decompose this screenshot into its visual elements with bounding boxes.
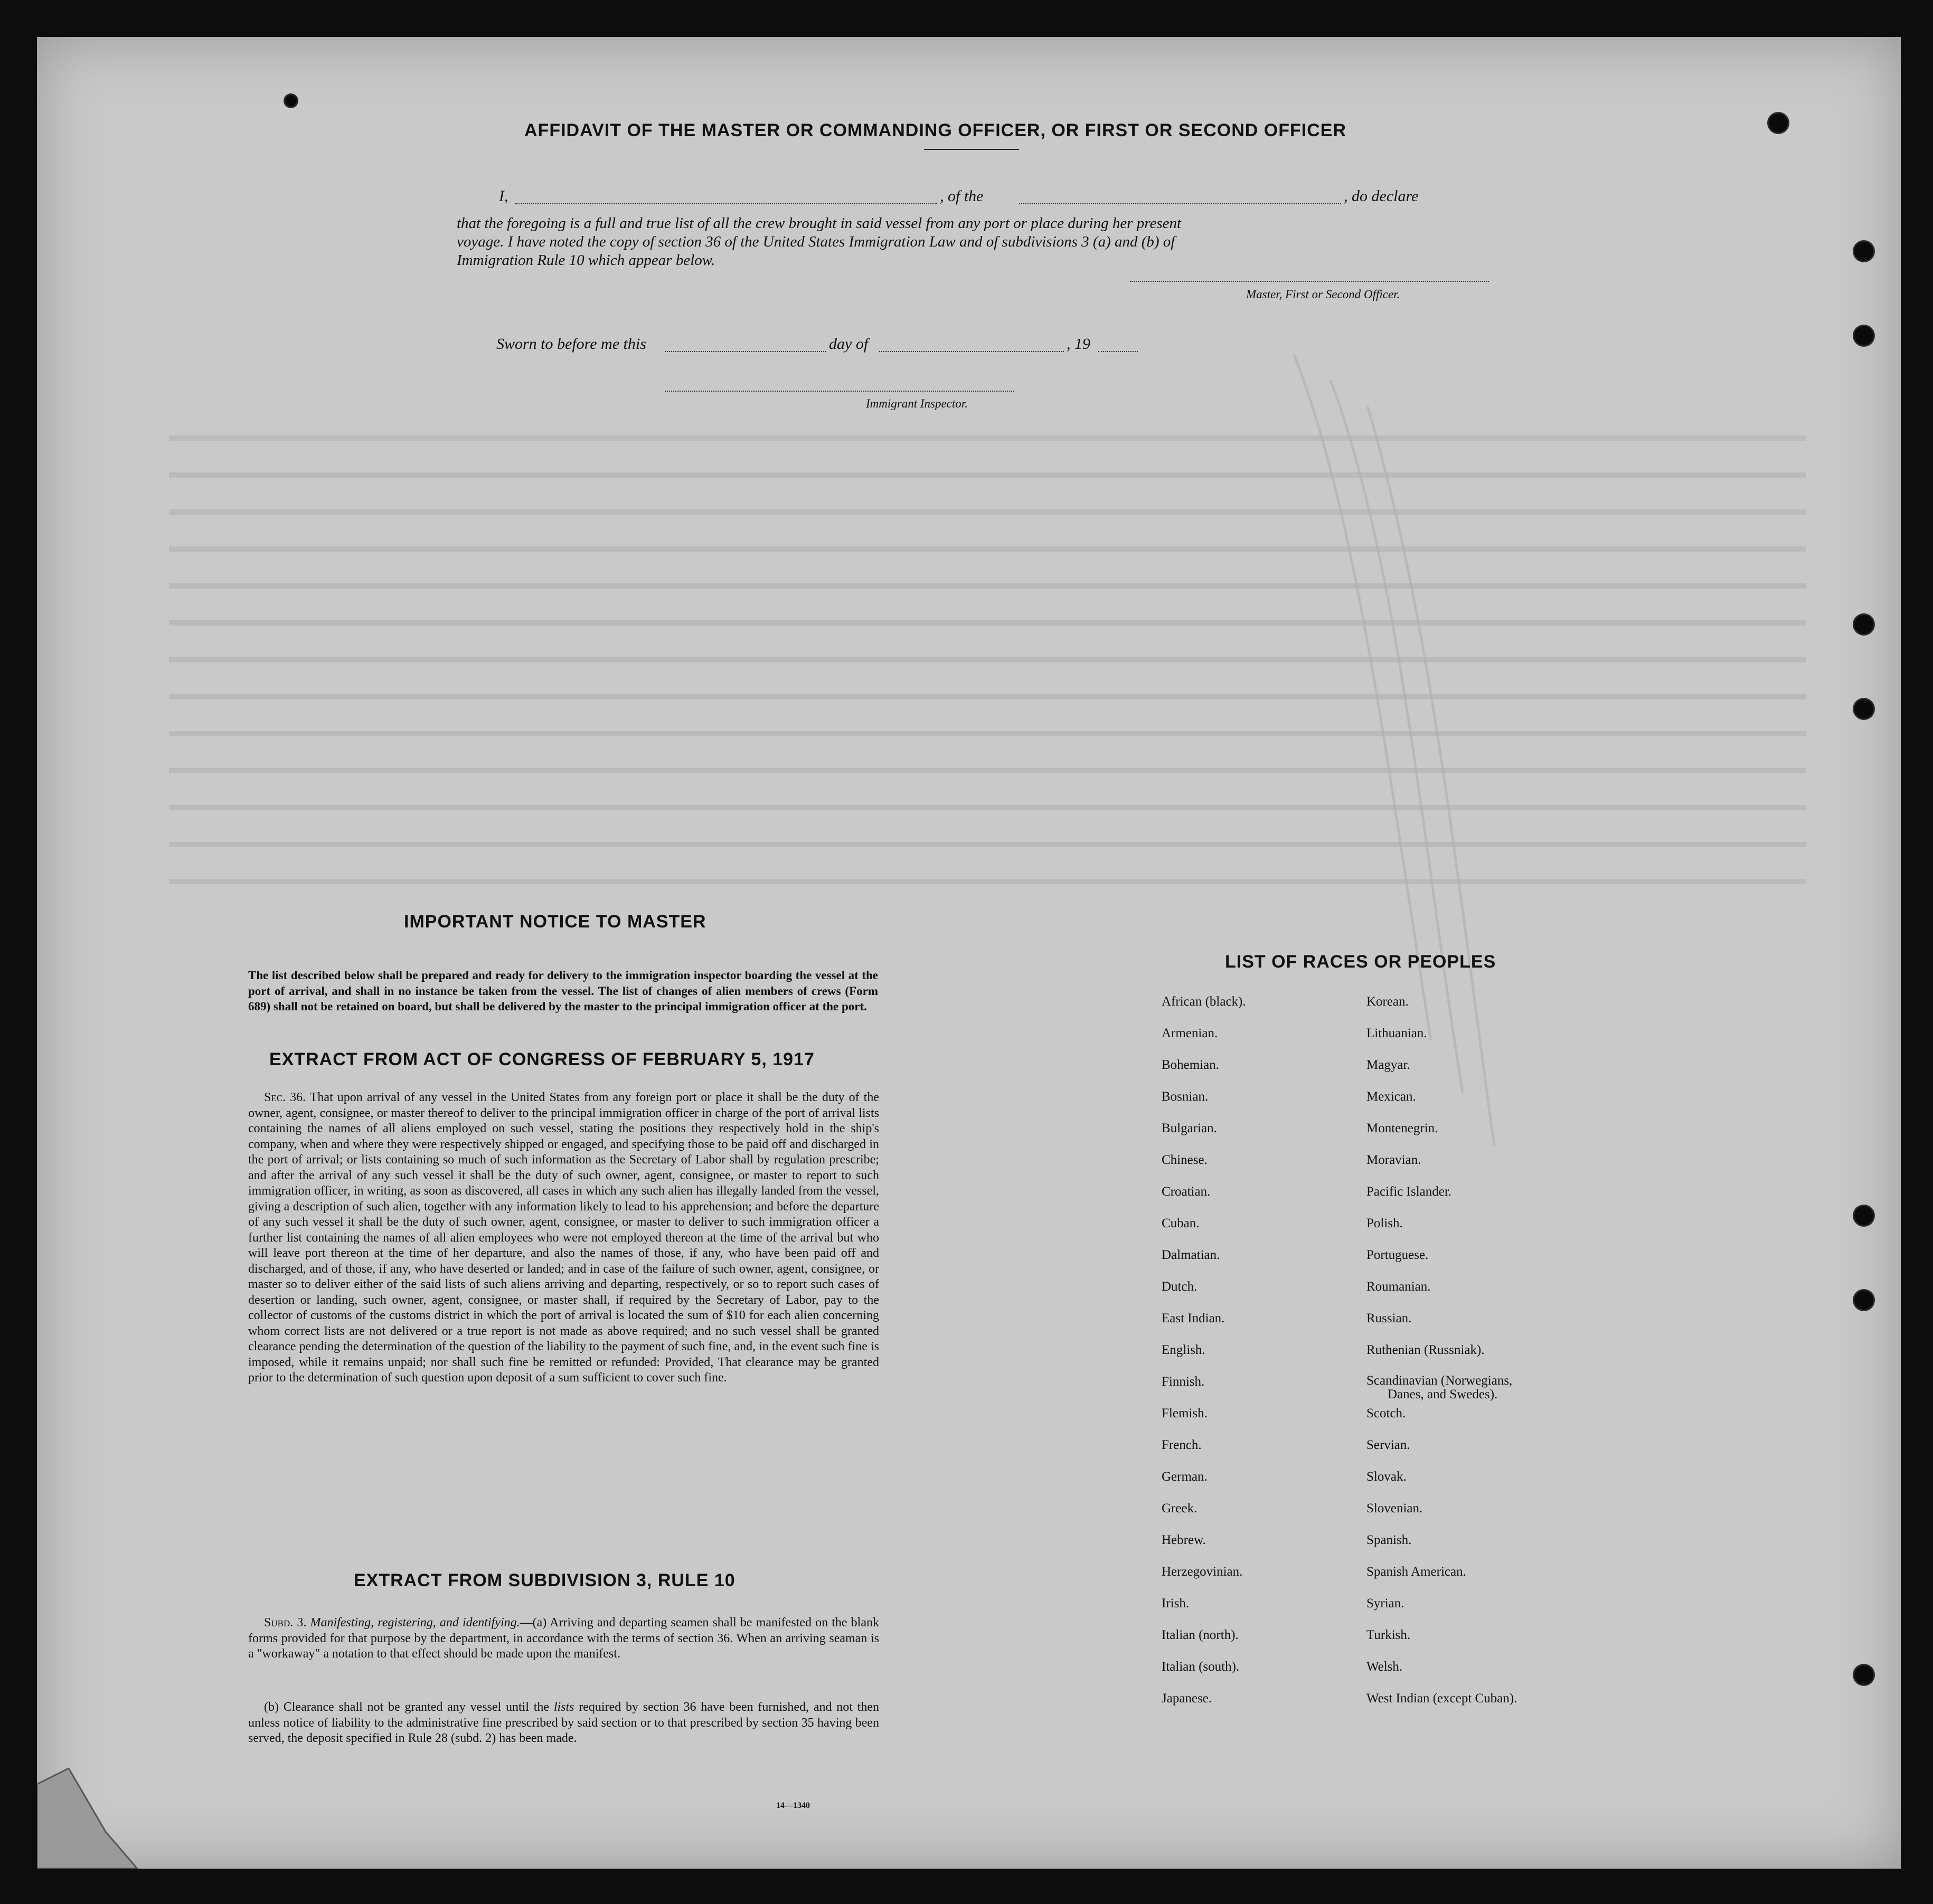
- punch-hole: [1854, 326, 1873, 345]
- subdivision-lead: Subd. 3.: [264, 1616, 307, 1630]
- rule-extract-body-b: [248, 1700, 879, 1747]
- affidavit-line-4: Immigration Rule 10 which appear below.: [457, 252, 715, 269]
- race-item: German.: [1162, 1470, 1208, 1484]
- punch-hole: [1854, 1206, 1873, 1225]
- race-item: Bohemian.: [1162, 1058, 1220, 1072]
- affidavit-declare: , do declare: [1344, 187, 1419, 205]
- race-item: Portuguese.: [1366, 1248, 1429, 1262]
- sworn-prefix: Sworn to before me this: [496, 335, 646, 353]
- sworn-day-of: day of: [829, 335, 869, 353]
- race-item: French.: [1162, 1438, 1202, 1452]
- race-item: Dalmatian.: [1162, 1248, 1220, 1262]
- punch-hole: [1769, 113, 1788, 132]
- sworn-year-blank[interactable]: [1098, 351, 1138, 352]
- race-item: Hebrew.: [1162, 1533, 1206, 1547]
- section-lead: Sec. 36.: [264, 1091, 306, 1104]
- act-extract-body: [248, 1090, 879, 1386]
- race-item: Pacific Islander.: [1366, 1185, 1452, 1199]
- races-list-right: [1366, 994, 1517, 1722]
- race-item: Finnish.: [1162, 1375, 1205, 1389]
- affidavit-line-2: that the foregoing is a full and true list of all the crew brought in said vessel from any port or place during her present: [457, 215, 1182, 232]
- race-item: Scotch.: [1366, 1406, 1406, 1420]
- sworn-line: [496, 335, 1236, 356]
- rule-extract-body-a: [248, 1615, 879, 1662]
- races-list-left: [1162, 994, 1246, 1722]
- race-item: Irish.: [1162, 1596, 1190, 1611]
- sworn-month-blank[interactable]: [879, 351, 1064, 352]
- punch-hole: [1854, 615, 1873, 634]
- subdivision-b-text: required by section 36 have been furnished, and not then unless notice of liability to the administrative fine prescribed by said section or to that prescribed by section 35 having been served, the deposit specified in Rule 28 (subd. 2) has been made.: [248, 1700, 879, 1745]
- punch-hole: [1854, 242, 1873, 261]
- race-item: Italian (south).: [1162, 1660, 1240, 1674]
- race-item: Armenian.: [1162, 1026, 1218, 1040]
- title-underline: [924, 149, 1019, 150]
- race-item: Welsh.: [1366, 1660, 1403, 1674]
- race-item: Flemish.: [1162, 1406, 1208, 1420]
- race-item: Turkish.: [1366, 1628, 1411, 1642]
- act-extract-title: EXTRACT FROM ACT OF CONGRESS OF FEBRUARY 5, 1917: [269, 1049, 815, 1069]
- race-item: Polish.: [1366, 1216, 1403, 1230]
- bleed-through-texture: [37, 37, 1901, 1869]
- race-item: Bosnian.: [1162, 1090, 1209, 1104]
- signature-blank[interactable]: [1130, 281, 1489, 282]
- race-item: Spanish American.: [1366, 1565, 1466, 1579]
- race-item: Moravian.: [1366, 1153, 1421, 1167]
- race-item: Mexican.: [1366, 1090, 1416, 1104]
- race-item: East Indian.: [1162, 1311, 1225, 1325]
- race-item: Danes, and Swedes).: [1388, 1387, 1498, 1401]
- folded-corner: [37, 1768, 143, 1869]
- race-item: Scandinavian (Norwegians,: [1366, 1373, 1513, 1388]
- race-item: Magyar.: [1366, 1058, 1410, 1072]
- race-item: Syrian.: [1366, 1596, 1404, 1611]
- vessel-blank[interactable]: [1019, 203, 1341, 204]
- race-item: Greek.: [1162, 1501, 1197, 1515]
- race-item: Korean.: [1366, 994, 1409, 1009]
- affidavit-line-1: [499, 187, 1555, 209]
- sworn-day-blank[interactable]: [665, 351, 826, 352]
- affidavit-line-3: voyage. I have noted the copy of section 36 of the United States Immigration Law and of subdivisions 3 (a) and (b) of: [457, 233, 1175, 250]
- race-item: English.: [1162, 1343, 1205, 1357]
- inspector-label: Immigrant Inspector.: [866, 397, 968, 410]
- subdivision-b-prefix: (b) Clearance shall not be granted any vessel until the: [264, 1700, 550, 1714]
- signature-label: Master, First or Second Officer.: [1246, 288, 1400, 301]
- race-item: Chinese.: [1162, 1153, 1208, 1167]
- document-page: [37, 37, 1901, 1869]
- race-item: Italian (north).: [1162, 1628, 1239, 1642]
- race-item: Ruthenian (Russniak).: [1366, 1343, 1485, 1357]
- race-item: Dutch.: [1162, 1280, 1197, 1294]
- punch-hole: [285, 95, 297, 107]
- race-item: Montenegrin.: [1366, 1121, 1438, 1135]
- notice-title: IMPORTANT NOTICE TO MASTER: [404, 912, 706, 932]
- inspector-signature-blank[interactable]: [665, 391, 1014, 392]
- race-item: Slovak.: [1366, 1470, 1407, 1484]
- affidavit-title: AFFIDAVIT OF THE MASTER OR COMMANDING OFFICER, OR FIRST OR SECOND OFFICER: [524, 120, 1346, 140]
- races-title: LIST OF RACES OR PEOPLES: [1225, 952, 1496, 972]
- affidavit-of-the: , of the: [940, 187, 984, 205]
- notice-text: The list described below shall be prepared and ready for delivery to the immigration inspector boarding the vessel at the port of arrival, and shall in no instance be taken from the vessel. The list of changes of alien members of crews (Form 689) shall not be retained on board, but shall be delivered by the master to the principal immigration officer at the port.: [248, 969, 878, 1013]
- rule-extract-title: EXTRACT FROM SUBDIVISION 3, RULE 10: [354, 1570, 736, 1590]
- sworn-year: , 19: [1067, 335, 1090, 353]
- race-item: Japanese.: [1162, 1691, 1212, 1706]
- punch-hole: [1854, 1665, 1873, 1684]
- name-blank[interactable]: [515, 203, 937, 204]
- race-item: Servian.: [1366, 1438, 1410, 1452]
- race-item: Croatian.: [1162, 1185, 1211, 1199]
- subdivision-b-lists: lists: [553, 1700, 574, 1714]
- race-item: Cuban.: [1162, 1216, 1200, 1230]
- race-item: Roumanian.: [1366, 1280, 1431, 1294]
- race-item: Slovenian.: [1366, 1501, 1423, 1515]
- race-item: African (black).: [1162, 994, 1246, 1009]
- subdivision-heading: Manifesting, registering, and identifying.: [310, 1616, 520, 1630]
- section-36-text: That upon arrival of any vessel in the United States from any foreign port or place it shall be the duty of the owner, agent, consignee, or master thereof to deliver to the principal immigration officer in charge of the port of arrival lists containing the names of all aliens employed on such vessel, stating the positions they respectively hold in the ship's company, when and where they were respectively shipped or engaged, and specifying those to be paid off and discharged in the port of arrival; or lists containing so much of such information as the Secretary of Labor shall by regulation prescribe; and after the arrival of any such vessel it shall be the duty of such owner, agent, consignee, or master to report to such immigration officer, in writing, as soon as discovered, all cases in which any such alien has illegally landed from the vessel, giving a description of such alien, together with any information likely to lead to his apprehension; and before the departure of any such vessel it shall be the duty of such owner, agent, consignee, or master to deliver to such immigration officer a further list containing the names of all alien employees who were not employed thereon at the time of the arrival but who will leave port thereon at the time of her departure, and also the names of those, if any, who have been paid off and discharged, and of those, if any, who have deserted or landed; and in case of the failure of such owner, agent, consignee, or master so to deliver either of the said lists of such aliens arriving and departing, respectively, or so to report such cases of desertion or landing, such owner, agent, consignee, or master shall, if required by the Secretary of Labor, pay to the collector of customs of the customs district in which the port of arrival is located the sum of $10 for each alien concerning whom correct lists are not delivered or a true report is not made as above required; and no such vessel shall be granted clearance pending the determination of the question of the liability to the payment of such fine, and, in the event such fine is imposed, while it remains unpaid; nor shall such fine be remitted or refunded: Provided, That clearance may be granted prior to the determination of such question upon deposit of a sum sufficient to cover such fine.: [248, 1091, 879, 1385]
- race-item: Spanish.: [1366, 1533, 1412, 1547]
- race-item: Bulgarian.: [1162, 1121, 1217, 1135]
- race-item: Lithuanian.: [1366, 1026, 1427, 1040]
- affidavit-i: I,: [499, 187, 508, 205]
- race-item: Herzegovinian.: [1162, 1565, 1243, 1579]
- race-item: West Indian (except Cuban).: [1366, 1691, 1517, 1706]
- race-item: Russian.: [1366, 1311, 1412, 1325]
- punch-hole: [1854, 1291, 1873, 1310]
- subdivision-a-text: —(a) Arriving and departing seamen shall be manifested on the blank forms provided for that purpose by the department, in accordance with the terms of section 36. When an arriving seaman is a "workaway" a notation to that effect should be made upon the manifest.: [248, 1616, 879, 1661]
- punch-hole: [1854, 699, 1873, 718]
- form-number: 14—1340: [776, 1801, 810, 1810]
